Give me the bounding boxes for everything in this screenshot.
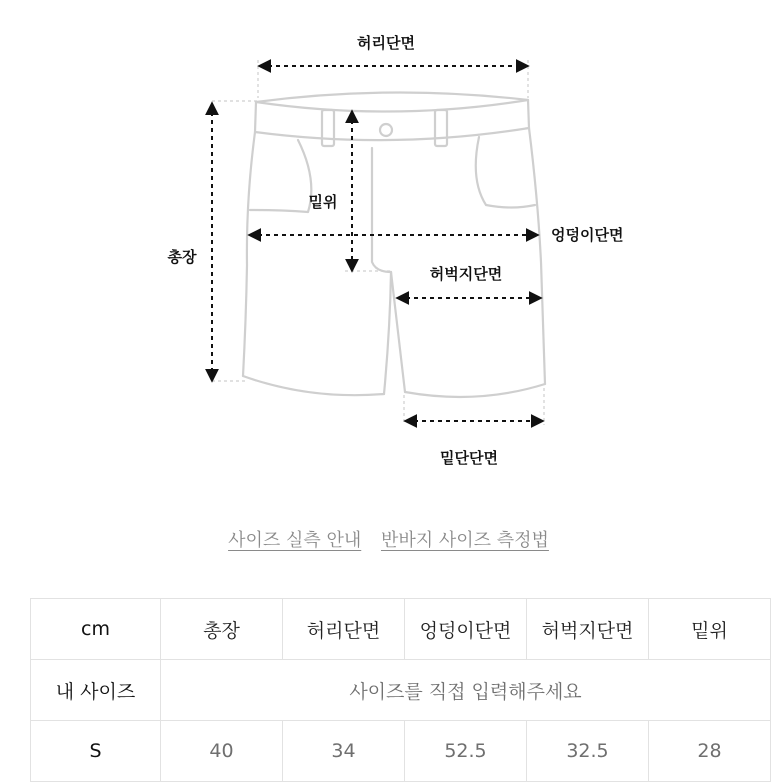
- size-links: [0, 526, 777, 552]
- hip-label: 엉덩이단면: [551, 226, 624, 244]
- header-total-length: 총장: [161, 599, 283, 660]
- header-rise: 밑위: [649, 599, 771, 660]
- header-waist: 허리단면: [283, 599, 405, 660]
- waist-label: 허리단면: [357, 34, 415, 52]
- size-name-cell: S: [31, 721, 161, 782]
- rise-label: 밑위: [308, 193, 338, 211]
- header-thigh: 허벅지단면: [527, 599, 649, 660]
- value-cell-hip: 52.5: [405, 721, 527, 782]
- table-row: [31, 721, 771, 782]
- my-size-row: [31, 660, 771, 721]
- header-unit: cm: [31, 599, 161, 660]
- guide-lines: [212, 60, 544, 425]
- shorts-outline: [243, 92, 545, 397]
- measure-method-link[interactable]: 반바지 사이즈 측정법: [380, 530, 549, 551]
- size-table: [30, 598, 771, 782]
- value-cell-total-length: 40: [161, 721, 283, 782]
- size-guide-link[interactable]: 사이즈 실측 안내: [228, 530, 362, 551]
- value-cell-rise: 28: [649, 721, 771, 782]
- hem-label: 밑단단면: [440, 449, 498, 467]
- thigh-label: 허벅지단면: [429, 265, 503, 283]
- my-size-label: 내 사이즈: [31, 660, 161, 721]
- table-header-row: [31, 599, 771, 660]
- value-cell-waist: 34: [283, 721, 405, 782]
- header-hip: 엉덩이단면: [405, 599, 527, 660]
- total-length-label: 총장: [167, 248, 197, 266]
- my-size-input-prompt[interactable]: 사이즈를 직접 입력해주세요: [161, 660, 771, 721]
- value-cell-thigh: 32.5: [527, 721, 649, 782]
